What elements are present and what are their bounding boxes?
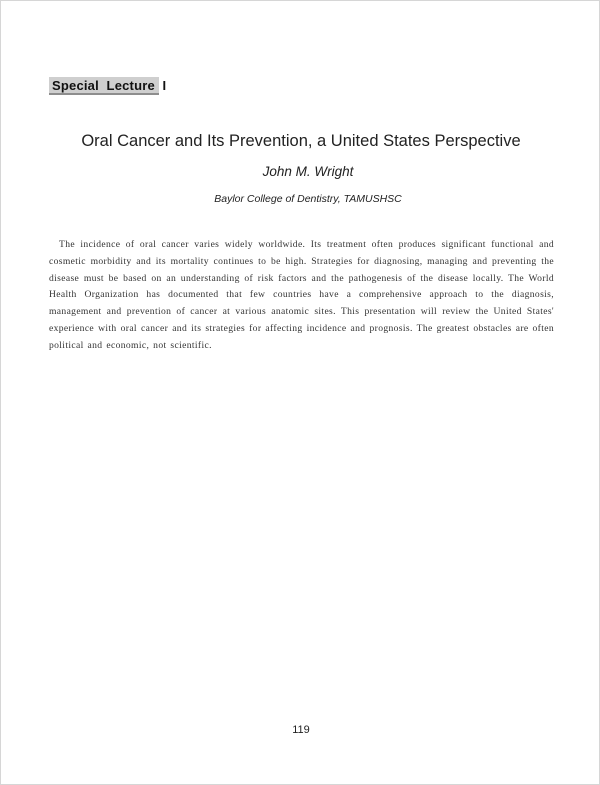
- author-name: John M. Wright: [262, 164, 354, 179]
- paper-title: Oral Cancer and Its Prevention, a United States Perspective: [81, 132, 521, 150]
- abstract-paragraph: The incidence of oral cancer varies widely worldwide. Its treatment often produces significant functional and cosmetic morbidity and its mortality continues to be high. Strategies for diagnosing, managing and preventing the disease must be based on an understanding of risk factors and the pathogenesis of the disease locally. The World Health Organization has documented that few countries have a comprehensive approach to the diagnosis, management and prevention of cancer at various anatomic sites. This presentation will review the United States' experience with oral cancer and its strategies for affecting incidence and prognosis. The greatest obstacles are often political and economic, not scientific.: [49, 239, 554, 351]
- page-number: 119: [292, 724, 310, 736]
- author-affiliation: Baylor College of Dentistry, TAMUSHSC: [214, 193, 402, 205]
- section-label: Special Lecture I: [49, 77, 159, 95]
